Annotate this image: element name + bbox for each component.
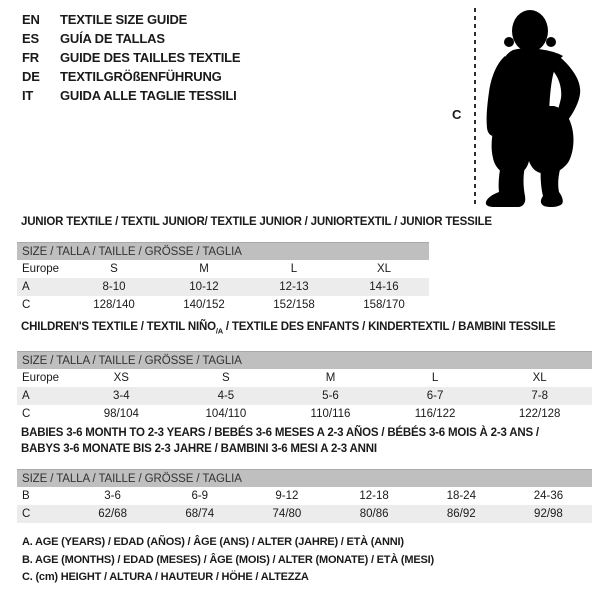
table-title: [21, 319, 592, 339]
toddler-silhouette-icon: [483, 8, 587, 208]
table-title-line: [21, 441, 592, 457]
size-cell: 128/140: [93, 299, 135, 311]
size-header-bar: SIZE / TALLA / TAILLE / GRÖSSE / TAGLIA: [17, 242, 429, 260]
note-line: B. AGE (MONTHS) / EDAD (MESES) / ÂGE (MOIS) / ALTER (MONATE) / ETÀ (MESI): [22, 553, 434, 566]
table-title-text: CHILDREN'S TEXTILE / TEXTIL NIÑO: [21, 321, 216, 333]
table-title-text: /A: [215, 326, 223, 336]
table-title-text: JUNIOR TEXTILE / TEXTIL JUNIOR/ TEXTILE JUNIOR / JUNIORTEXTIL / JUNIOR TESSILE: [21, 216, 492, 228]
language-row: [22, 67, 240, 86]
size-header-bar: SIZE / TALLA / TAILLE / GRÖSSE / TAGLIA: [17, 351, 592, 369]
size-header-bar: SIZE / TALLA / TAILLE / GRÖSSE / TAGLIA: [17, 469, 592, 487]
size-cell: 12-18: [359, 490, 389, 502]
size-cell: 24-36: [533, 490, 564, 502]
size-cell: 12-13: [279, 281, 309, 293]
row-label: A: [22, 281, 30, 293]
table-title: [21, 425, 592, 457]
size-cell: 92/98: [534, 508, 563, 520]
size-cell: 62/68: [98, 508, 127, 520]
height-c-label: C: [452, 107, 462, 122]
size-cell: 140/152: [183, 299, 225, 311]
row-label: C: [22, 408, 31, 421]
size-cell: 116/122: [414, 408, 456, 421]
size-cell: 80/86: [359, 508, 389, 520]
size-cell: 4-5: [217, 390, 235, 403]
table-title: [21, 214, 492, 230]
footnotes: [22, 534, 434, 587]
table-title-text: BABYS 3-6 MONATE BIS 2-3 JAHRE / BAMBINI 3-6 MESI A 2-3 ANNI: [21, 443, 377, 455]
table-rows: [17, 369, 592, 423]
size-cell: 6-7: [426, 390, 444, 403]
language-title-list: [22, 10, 240, 105]
size-cell: XL: [532, 372, 547, 385]
language-code: FR: [22, 50, 39, 65]
row-label: Europe: [22, 263, 60, 275]
size-cell: 8-10: [102, 281, 126, 293]
size-table-section: [17, 319, 592, 423]
size-cell: 6-9: [191, 490, 209, 502]
size-cell: S: [110, 263, 118, 275]
size-cell: 9-12: [275, 490, 299, 502]
size-cell: 110/116: [310, 408, 351, 421]
size-cell: 98/104: [103, 408, 139, 421]
size-cell: S: [222, 372, 230, 385]
language-title: GUIDA ALLE TAGLIE TESSILI: [60, 88, 237, 103]
language-title: TEXTILE SIZE GUIDE: [60, 12, 188, 27]
size-cell: 122/128: [518, 408, 561, 421]
language-code: ES: [22, 31, 39, 46]
table-title-line: [21, 425, 592, 441]
table-title-line: [21, 319, 592, 339]
size-cell: 158/170: [363, 299, 405, 311]
size-cell: 74/80: [272, 508, 302, 520]
language-title: GUÍA DE TALLAS: [60, 31, 165, 46]
size-cell: XS: [113, 372, 129, 385]
size-cell: 152/158: [273, 299, 315, 311]
size-cell: 3-4: [112, 390, 130, 403]
size-cell: M: [199, 263, 209, 275]
table-title-text: BABIES 3-6 MONTH TO 2-3 YEARS / BEBÉS 3-6 MESES A 2-3 AÑOS / BÉBÉS 3-6 MOIS À 2-3 ANS /: [21, 427, 539, 439]
language-title: GUIDE DES TAILLES TEXTILE: [60, 50, 241, 65]
size-cell: L: [290, 263, 298, 275]
size-cell: 68/74: [185, 508, 215, 520]
size-cell: M: [325, 372, 336, 385]
note-line: A. AGE (YEARS) / EDAD (AÑOS) / ÂGE (ANS) / ALTER (JAHRE) / ETÀ (ANNI): [22, 536, 404, 548]
table-row: [17, 260, 429, 278]
size-cell: 86/92: [446, 508, 476, 520]
table-row: [17, 369, 592, 387]
size-cell: 3-6: [104, 490, 121, 502]
size-table: [17, 242, 429, 314]
row-label: A: [22, 390, 30, 403]
table-title-text: / TEXTILE DES ENFANTS / KINDERTEXTIL / BAMBINI TESSILE: [222, 321, 556, 333]
size-table-section: [17, 214, 492, 314]
table-row: [17, 387, 592, 405]
table-row: [17, 296, 429, 314]
size-cell: 7-8: [531, 390, 548, 403]
language-row: [22, 10, 240, 29]
language-row: [22, 48, 240, 67]
row-label: Europe: [22, 372, 60, 385]
table-row: [17, 405, 592, 423]
language-code: EN: [22, 12, 40, 27]
size-cell: XL: [376, 263, 392, 275]
row-label: C: [22, 299, 31, 311]
size-table-section: [17, 425, 592, 523]
language-code: IT: [22, 88, 34, 103]
size-table: [17, 469, 592, 523]
language-title: TEXTILGRÖßENFÜHRUNG: [60, 69, 222, 84]
row-label: B: [22, 490, 30, 502]
size-cell: 14-16: [369, 281, 399, 293]
language-code: DE: [22, 69, 40, 84]
row-label: C: [22, 508, 31, 520]
size-cell: L: [431, 372, 439, 385]
language-row: [22, 86, 240, 105]
table-row: [17, 278, 429, 296]
height-dashed-line: [474, 8, 476, 207]
size-cell: 18-24: [446, 490, 476, 502]
table-row: [17, 505, 592, 523]
table-rows: [17, 260, 429, 314]
size-table: [17, 351, 592, 423]
size-cell: 10-12: [189, 281, 219, 293]
table-rows: [17, 487, 592, 523]
size-cell: 5-6: [322, 390, 339, 403]
table-title-line: [21, 214, 492, 230]
note-line: C. (cm) HEIGHT / ALTURA / HAUTEUR / HÖHE / ALTEZZA: [22, 571, 309, 583]
table-row: [17, 487, 592, 505]
language-row: [22, 29, 240, 48]
size-cell: 104/110: [205, 408, 247, 421]
